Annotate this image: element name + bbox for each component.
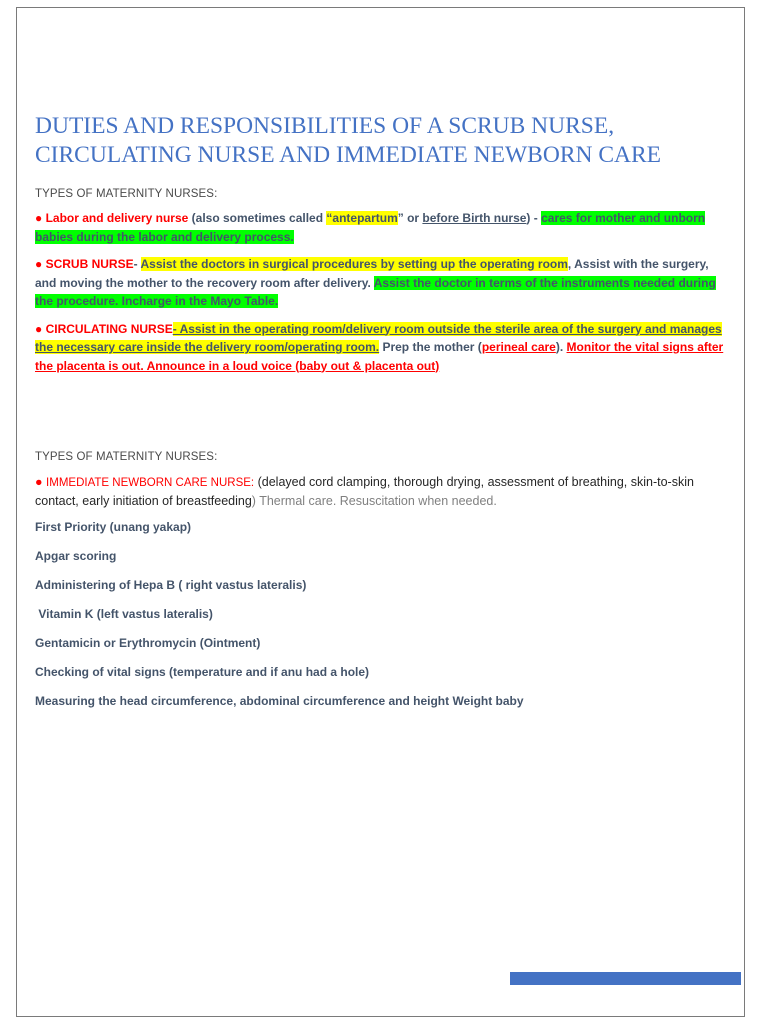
text: ) - xyxy=(526,211,542,225)
text: , Assist with the surgery, and moving the mother to the recovery room after delivery. xyxy=(35,257,709,290)
page-content xyxy=(35,112,725,722)
text: ). xyxy=(555,340,567,354)
yellow-highlight: - Assist in the operating room/delivery room outside the sterile area of the surgery and manages the necessary care inside the delivery room/operating room. xyxy=(35,321,722,354)
list-item: Administering of Hepa B ( right vastus lateralis) xyxy=(35,578,307,592)
bullet: ● xyxy=(35,211,43,225)
text: (also sometimes called xyxy=(191,211,327,225)
vital-signs-text: Monitor the vital signs after the placenta is out. Announce in a loud voice (baby out & placenta out) xyxy=(35,340,724,373)
green-highlight: Assist the doctor in terms of the instruments needed during the procedure. Incharge in the Mayo Table. xyxy=(35,275,716,308)
list-item: Measuring the head circumference, abdominal circumference and height Weight baby xyxy=(35,694,524,708)
text: Prep the mother ( xyxy=(379,340,482,354)
role-label: CIRCULATING NURSE xyxy=(45,321,173,336)
list-item: Gentamicin or Erythromycin (Ointment) xyxy=(35,636,261,650)
section-heading-1: TYPES OF MATERNITY NURSES: xyxy=(35,188,218,200)
role-label: IMMEDIATE NEWBORN CARE NURSE: xyxy=(46,477,255,489)
antepartum-highlight: “antepartum xyxy=(326,211,398,225)
list-item: Vitamin K (left vastus lateralis) xyxy=(35,607,213,621)
document-title: DUTIES AND RESPONSIBILITIES OF A SCRUB NURSE, CIRCULATING NURSE AND IMMEDIATE NEWBORN CARE xyxy=(35,113,662,168)
paragraph-circulating-nurse xyxy=(35,320,725,376)
footer-accent-bar xyxy=(510,972,741,985)
document-page xyxy=(16,7,745,1017)
list-item: First Priority (unang yakap) xyxy=(35,520,192,534)
section-heading-2: TYPES OF MATERNITY NURSES: xyxy=(35,451,218,463)
spacer xyxy=(35,375,725,433)
perineal-care-text: perineal care xyxy=(481,340,556,354)
bullet: ● xyxy=(35,257,43,271)
role-label: Labor and delivery nurse xyxy=(45,211,189,225)
list-item: Apgar scoring xyxy=(35,549,117,563)
text: ) Thermal care. Resuscitation when needed. xyxy=(251,494,497,508)
before-birth-text: before Birth nurse xyxy=(422,211,527,225)
paragraph-newborn-care-nurse xyxy=(35,473,725,510)
paragraph-labor-delivery-nurse xyxy=(35,209,725,246)
yellow-highlight: Assist the doctors in surgical procedures by setting up the operating room xyxy=(140,257,568,271)
role-label: SCRUB NURSE xyxy=(45,257,134,271)
bullet: ● xyxy=(35,321,43,336)
bullet: ● xyxy=(35,475,43,489)
text: ” or xyxy=(397,211,423,225)
text: (delayed cord clamping, thorough drying, assessment of breathing, skin-to-skin contact, early initiation of breastfeeding xyxy=(35,475,694,508)
newborn-care-list xyxy=(35,519,725,722)
list-item: Checking of vital signs (temperature and if anu had a hole) xyxy=(35,665,370,679)
green-highlight: cares for mother and unborn babies during the labor and delivery process. xyxy=(35,211,706,244)
paragraph-scrub-nurse xyxy=(35,255,725,311)
text: - xyxy=(133,257,141,271)
